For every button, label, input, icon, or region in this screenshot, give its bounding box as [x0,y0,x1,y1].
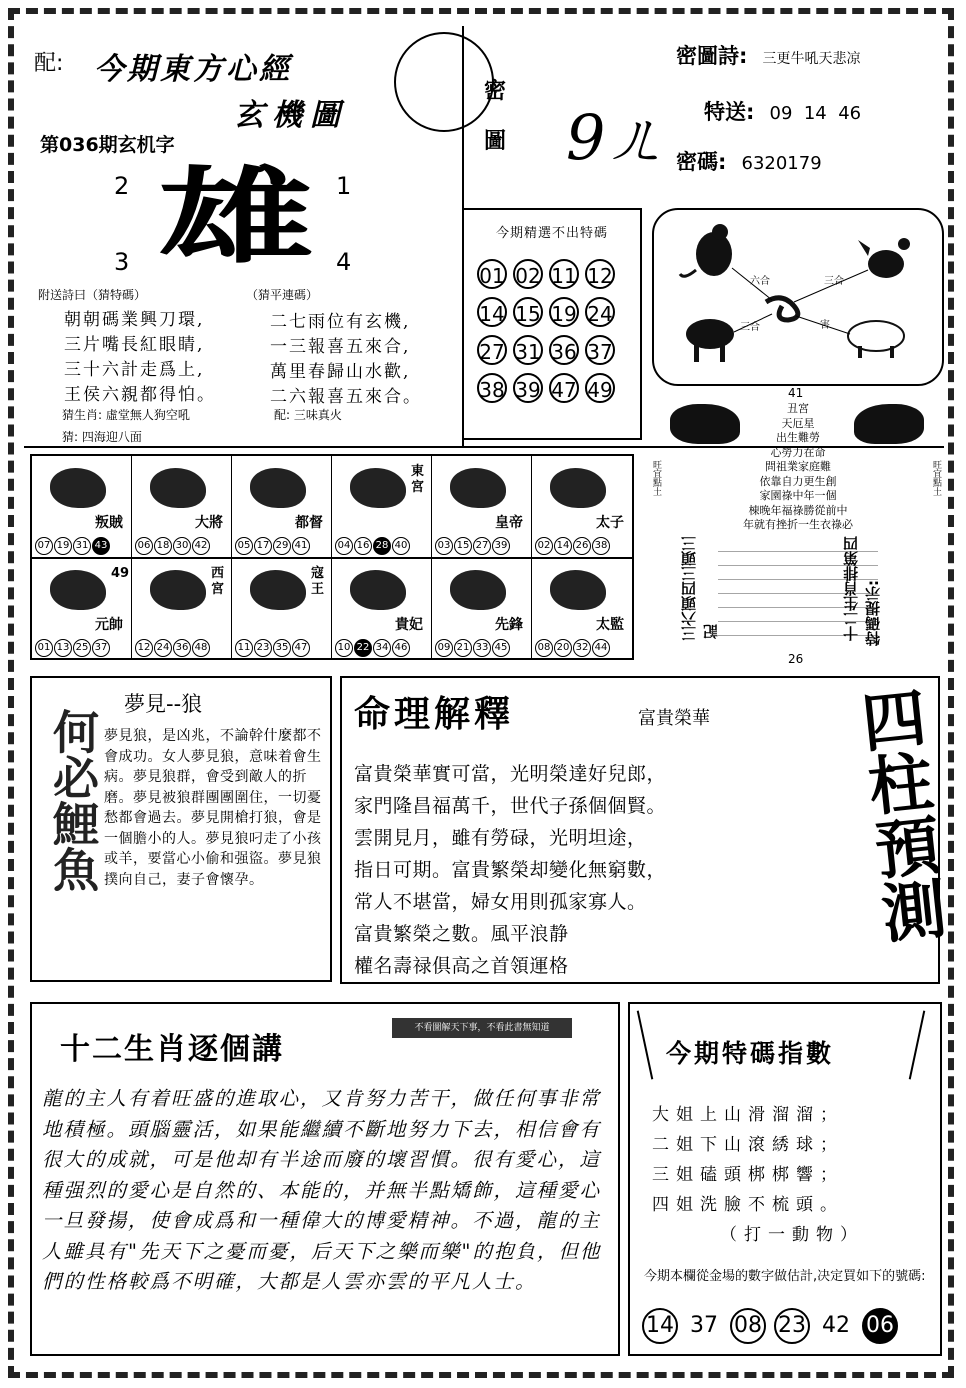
number-ball: 29 [273,537,291,555]
fate-line: 家門隆昌福萬千，世代子孫個個賢。 [354,795,667,817]
number-ball: 39 [492,537,510,555]
number-ball: 06 [135,537,153,555]
zodiac-cell [132,456,232,558]
tian-e-line: 天厄星 [781,416,815,430]
number-ball: 24 [154,639,172,657]
zodiac-cell [232,456,332,558]
reed-icon [909,1011,926,1080]
no-special-title: 今期精選不出特碼 [495,226,608,241]
zodiac-tag: 西宮 [211,566,225,597]
pick-number: 06 [862,1308,898,1344]
mi-tu-glyph: 9ㄦ [566,101,668,174]
number-ball: 49 [585,373,615,403]
number-ball: 21 [454,639,472,657]
number-ball: 38 [477,373,507,403]
zodiac-title: 貴妃 [395,617,423,633]
special-label: 特送: [704,100,755,124]
pick-number: 37 [690,1313,718,1338]
zodiac-tag: 東宮 [411,464,425,495]
pei-label: 配: [34,51,64,76]
no-special-box [462,208,642,440]
fate-subtitle: 富貴榮華 [638,708,710,729]
riddle-line: 四姐洗臉不梳頭。 [652,1195,844,1215]
number-ball: 01 [477,259,507,289]
number-ball: 31 [73,537,91,555]
tian-e-vertical-d: 記 [702,624,720,639]
special-value: 09 14 46 [769,103,862,124]
number-ball: 43 [92,537,110,555]
number-ball: 15 [454,537,472,555]
riddle-line: （打一動物） [720,1225,864,1245]
number-ball: 32 [573,639,591,657]
number-ball: 33 [473,639,491,657]
header-title: 今期東方心經 [94,52,292,87]
zodiac-numbers [135,635,211,657]
fate-line: 富貴繁榮之數。風平浪静 [354,923,569,945]
match-line: 配: 三味真火 [274,408,342,422]
tian-e-line: 丑宮 [787,402,809,415]
zodiac-numbers [135,533,211,555]
tian-e-line: 年就有挫折一生衣祿必 [743,518,853,531]
fate-line: 雲開見月，雖有勞碌，光明坦途， [354,827,647,849]
number-ball: 12 [135,639,153,657]
number-ball: 47 [292,639,310,657]
number-ball: 45 [492,639,510,657]
poem-left-line: 朝朝碼業興刀環, [64,310,205,330]
number-ball: 17 [254,537,272,555]
zodiac-tag: 寇王 [311,566,325,597]
zodiac-numbers [335,635,411,657]
number-ball: 25 [73,639,91,657]
poem-left-line: 三片嘴長紅眼睛, [64,335,205,355]
relations-drawing [654,210,946,388]
pick-number: 14 [642,1308,678,1344]
zodiac-title: 太監 [596,617,624,633]
special-index-note: 今期本欄從金場的數字做估計,决定買如下的號碼: [644,1269,926,1284]
riddle-character: 雄 [158,155,315,278]
number-ball: 39 [513,373,543,403]
riddle-line: 大姐上山滑溜溜； [652,1105,844,1125]
zodiac-cell [332,558,432,660]
zodiac-title: 都督 [295,515,323,531]
code-row [676,146,946,176]
number-ball: 19 [549,297,579,327]
tu-char: 圖 [484,128,507,154]
number-ball: 20 [554,639,572,657]
poem-label: 密圖詩: [676,44,748,68]
zodiac-numbers [535,533,611,555]
zodiac-title: 太子 [596,515,624,531]
zodiac-numbers [35,533,111,555]
relation-label: 害 [820,320,830,331]
reed-icon [637,1011,654,1080]
guess-animal: 猜生肖: 虛堂無人狗空吼 [62,408,190,422]
number-ball: 09 [435,639,453,657]
number-ball: 34 [373,639,391,657]
tian-e-vertical-c: 三六頭四三頭三 [680,536,698,641]
number-ball: 11 [235,639,253,657]
zodiac-numbers [35,635,111,657]
relation-label: 三合 [740,322,760,333]
corner-number-tl: 2 [114,172,130,200]
right-info [676,40,946,176]
goat-icon [150,570,206,610]
monkey-icon [250,570,306,610]
special-index-title: 今期特碼指數 [666,1039,835,1068]
number-ball: 26 [573,537,591,555]
zodiac-cell [432,456,532,558]
number-ball: 01 [35,639,53,657]
tian-e-line: 依靠自力更生創 [759,474,837,488]
zodiac-cell [32,456,132,558]
special-index-numbers [638,1308,938,1344]
number-ball: 37 [585,335,615,365]
tian-e-panel [648,386,948,676]
zodiac-cell [332,456,432,558]
number-ball: 38 [592,537,610,555]
fate-line: 權名壽禄俱高之首領運格 [354,955,569,977]
zodiac-numbers [435,533,511,555]
number-ball: 14 [554,537,572,555]
number-ball: 28 [373,537,391,555]
dream-side-chars: 何必鯉魚 [46,708,100,892]
dream-box [30,676,332,982]
number-ball: 14 [477,297,507,327]
tian-e-line: 出生難勞 [776,431,820,444]
number-ball: 47 [549,373,579,403]
relation-label: 三合 [824,276,844,287]
zodiac-cell [132,558,232,660]
number-ball: 36 [173,639,191,657]
poem-right-line: 二六報喜五來合。 [270,387,422,407]
tian-e-lines [688,402,908,533]
fate-box [340,676,949,984]
special-index-lines [652,1100,932,1250]
zodiac-cell [432,558,532,660]
issue-label: 第036期玄机字 [40,134,175,156]
rabbit-icon [350,468,406,508]
zodiac-title: 皇帝 [495,515,523,531]
special-index-box [628,1002,942,1356]
horse-icon [50,570,106,610]
code-label: 密碼: [676,150,727,174]
tian-e-side-left: 旺宜點土 [651,460,661,496]
number-ball: 08 [535,639,553,657]
ox-icon [150,468,206,508]
poem-left-line: 王侯六親都得怕。 [64,385,216,405]
mi-char: 密 [484,78,507,104]
fate-line: 富貴榮華實可當，光明榮達好兒郎， [354,763,667,785]
zodiac-cell [232,558,332,660]
zodiac-title: 元帥 [95,617,123,633]
ox-icon [686,319,734,362]
poem-right-line: 二七雨位有玄機, [270,312,411,332]
pig-icon [550,570,606,610]
tian-e-number-top: 41 [788,386,804,400]
four-pillars-label: 四柱預測 [847,683,949,947]
poem-left [64,308,264,408]
zodiac-numbers [335,533,411,555]
twelve-box [30,1002,620,1356]
snake-icon [766,298,798,320]
number-ball: 16 [354,537,372,555]
number-ball: 05 [235,537,253,555]
dream-text: 夢見狼，是凶兆，不論幹什麼都不會成功。女人夢見狼，意味着會生病。夢見狼群，會受到敵人的折磨。夢見被狼群團團圍住，一切憂愁都會過去。夢見開槍打狼，會是一個膽小的人。夢見狼叼走了小孩或羊，要當心小偷和强盜。夢見狼撲向自己，妻子會懷孕。 [104,728,322,888]
number-ball: 03 [435,537,453,555]
twelve-banner: 不看圖解天下事，不看此書無知道 [392,1018,572,1038]
number-ball: 07 [35,537,53,555]
tian-e-line: 家園祿中年一個 [759,489,837,502]
zodiac-cell [532,558,632,660]
tian-e-line: 問祖業家庭難 [765,460,831,473]
number-ball: 41 [292,537,310,555]
monkey-icon [680,224,732,276]
fate-lines [354,758,814,982]
zodiac-cell [32,558,132,660]
pick-number: 08 [730,1308,766,1344]
number-ball: 22 [354,639,372,657]
number-ball: 30 [173,537,191,555]
number-ball: 31 [513,335,543,365]
zodiac-title: 先鋒 [495,617,523,633]
poem-heading-right: （猜平連碼） [246,288,319,302]
number-ball: 13 [54,639,72,657]
dragon-icon [450,468,506,508]
relation-label: 六合 [750,276,770,287]
poem-text: 三更牛吼天悲凉 [762,51,861,67]
poem-right [270,310,470,410]
pig-icon [848,321,904,358]
number-ball: 37 [92,639,110,657]
tian-e-vertical-a: 十二生肖排第四 [842,536,860,641]
fate-title: 命理解釋 [354,694,515,735]
twelve-title: 十二生肖逐個講 [60,1032,284,1067]
corner-number-bl: 3 [114,248,130,276]
tian-e-side-right: 旺宜點土 [931,460,941,496]
number-ball: 46 [392,639,410,657]
number-ball: 10 [335,639,353,657]
number-ball: 44 [592,639,610,657]
rat-icon [50,468,106,508]
number-ball: 36 [549,335,579,365]
header-subtitle: 玄機圖 [234,98,348,133]
tiger-icon [250,468,306,508]
relations-box [652,208,944,386]
number-ball: 35 [273,639,291,657]
rooster-icon [858,238,910,278]
poem-right-line: 萬里春歸山水歡, [270,362,411,382]
number-ball: 02 [513,259,543,289]
number-ball: 40 [392,537,410,555]
zodiac-numbers [235,635,311,657]
number-ball: 12 [585,259,615,289]
number-ball: 48 [192,639,210,657]
fate-line: 指日可期。富貴繁榮却變化無窮數， [354,859,667,881]
pick-number: 23 [774,1308,810,1344]
tian-e-line: 棟晚年福祿勝從前中 [748,503,848,517]
number-ball: 18 [154,537,172,555]
number-ball: 19 [54,537,72,555]
number-ball: 27 [473,537,491,555]
riddle-line: 三姐磕頭梆梆響； [652,1165,844,1185]
number-ball: 27 [477,335,507,365]
poem-left-line: 三十六計走爲上, [64,360,205,380]
zodiac-cell [532,456,632,558]
header-left-panel [24,26,464,446]
zodiac-numbers [535,635,611,657]
number-ball: 24 [585,297,615,327]
zodiac-title: 大將 [195,515,223,531]
special-row [676,96,946,146]
zodiac-grid [30,454,634,660]
snake-icon [550,468,606,508]
dream-title: 夢見--狼 [124,692,203,716]
poem-row [676,40,946,96]
pick-number: 42 [822,1313,850,1338]
poem-right-line: 一三報喜五來合, [270,337,411,357]
number-ball: 23 [254,639,272,657]
rooster-icon [350,570,406,610]
fate-line: 常人不堪當，婦女用則孤家寡人。 [354,891,647,913]
zodiac-title: 叛賊 [95,515,123,531]
code-value: 6320179 [741,153,822,174]
poem-heading-left: 附送詩曰（猜特碼） [38,288,147,302]
riddle-line: 二姐下山滾綉球； [652,1135,844,1155]
twelve-text: 龍的主人有着旺盛的進取心，又肯努力苦干，做任何事非常地積極。頭腦靈活，如果能繼續不斷地努力下去，相信會有很大的成就，可是他却有半途而廢的壞習慣。很有愛心，這種强烈的愛心是自然的、本能的，并無半點矯飾，這種愛心一旦發揚，使會成爲和一種偉大的博愛精神。不過，龍的主人雖具有"先天下之憂而憂，后天下之樂而樂"的抱負，但他們的性格較爲不明確，大都是人雲亦雲的平凡人士。 [42,1087,602,1293]
tian-e-vertical-b: 特碼提示: [864,580,882,646]
tian-e-line: 心勞力在命 [770,445,826,459]
zodiac-tag: 49 [111,566,130,581]
corner-number-br: 4 [336,248,352,276]
corner-number-tr: 1 [336,172,352,200]
zodiac-numbers [235,533,311,555]
number-ball: 11 [549,259,579,289]
number-ball: 15 [513,297,543,327]
zodiac-numbers [435,635,511,657]
tian-e-number-bottom: 26 [788,652,804,666]
mi-tu-vertical [484,66,506,166]
dog-icon [450,570,506,610]
no-special-grid [464,241,640,407]
header-circle-ornament [394,32,494,132]
guess-line: 猜: 四海迎八面 [62,430,142,444]
number-ball: 42 [192,537,210,555]
number-ball: 02 [535,537,553,555]
number-ball: 04 [335,537,353,555]
